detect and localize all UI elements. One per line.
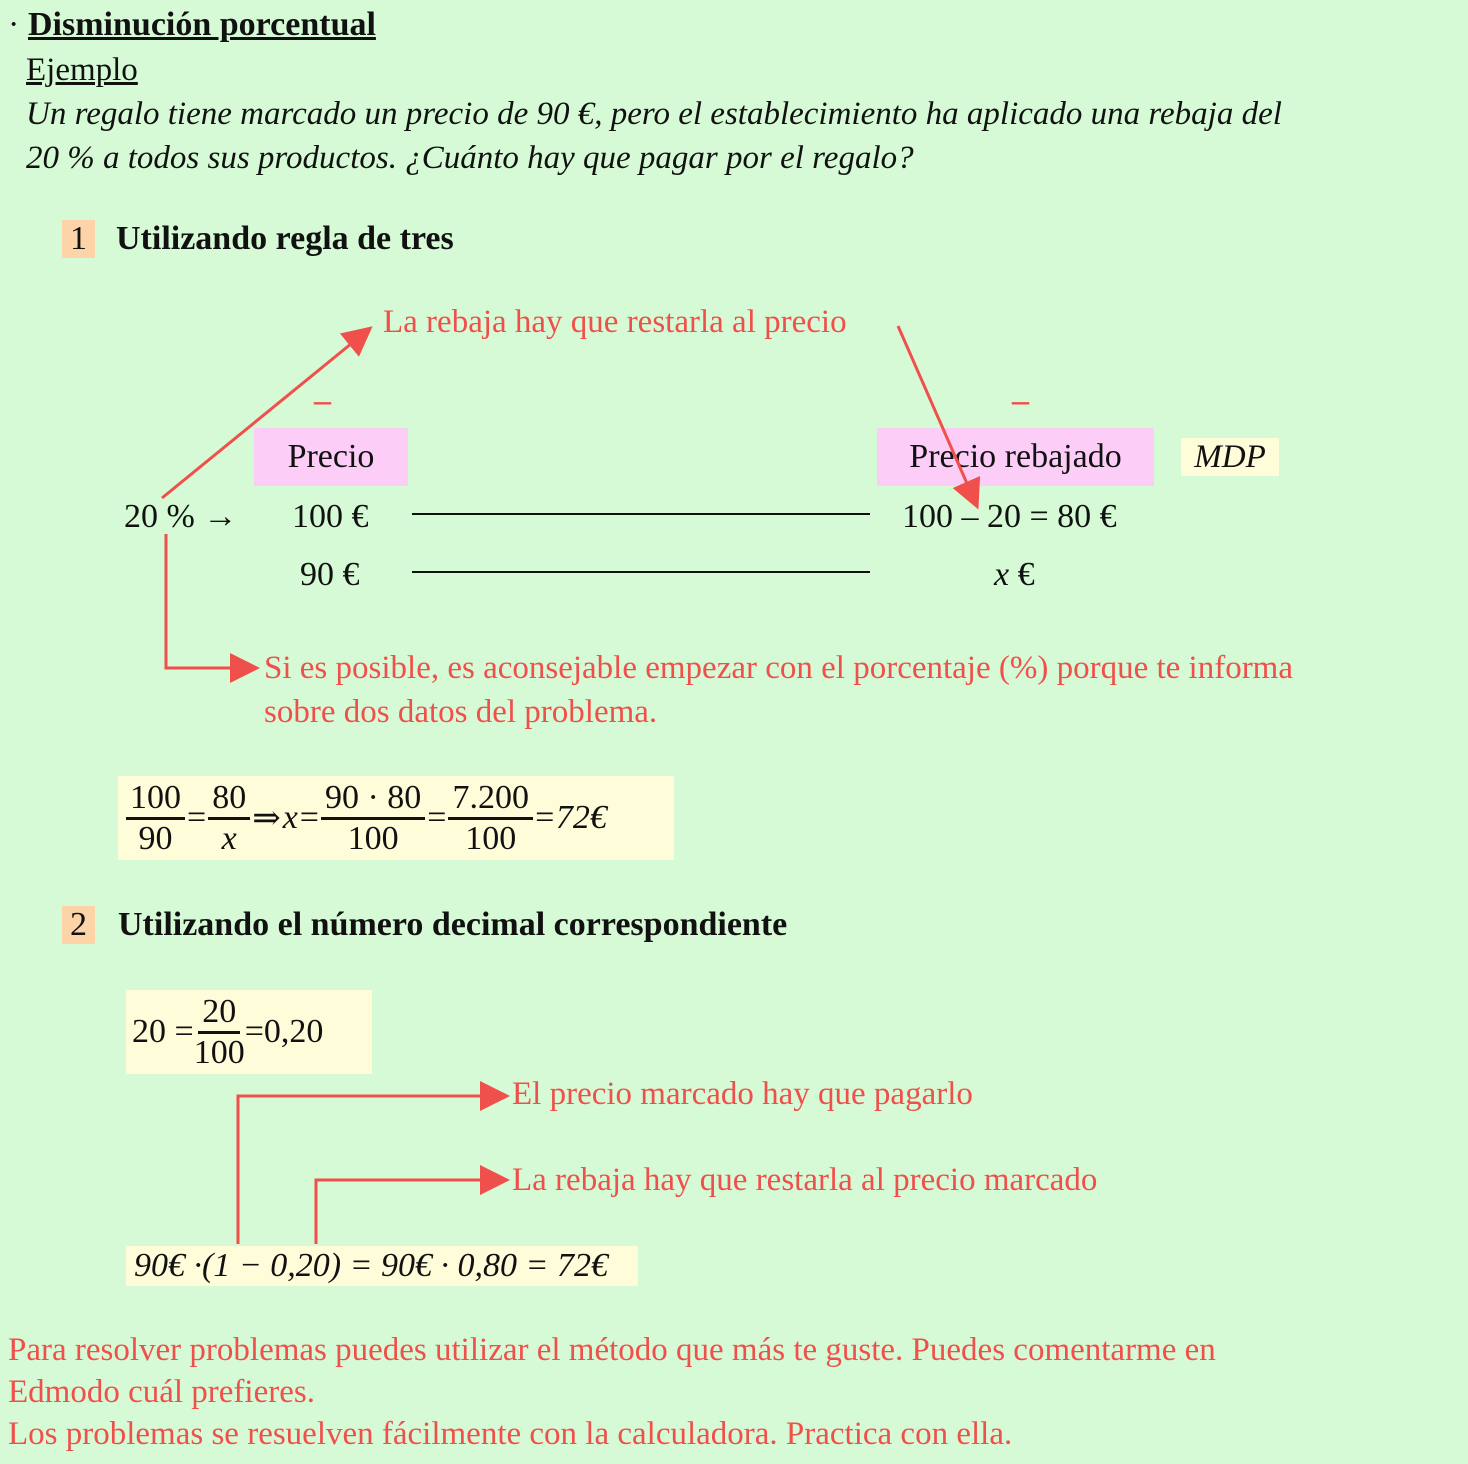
column-header-precio: Precio	[254, 428, 408, 486]
mdp-label: MDP	[1181, 438, 1279, 476]
row-2-unknown	[994, 556, 1035, 594]
row-1-discounted: 100 – 20 = 80 €	[902, 498, 1117, 535]
fraction-90x80-100: $\frac{90 \cdot 80}{100}$	[321, 779, 425, 858]
section-2-number: 2	[62, 906, 95, 944]
row-2-price: 90 €	[300, 556, 360, 593]
example-label: Ejemplo	[26, 52, 138, 88]
note-pay-marked-price: El precio marcado hay que pagarlo	[512, 1076, 973, 1112]
proportion-equation: $\frac{100}{90}$ = $\frac{80}{x}$ ⇒ x = $\frac{90 \cdot 80}{100}$ = $\frac{7.200}{100}$ =72€	[118, 776, 674, 860]
arrow-to-discount-note	[316, 1180, 504, 1244]
footer-line-2: Edmodo cuál prefieres.	[8, 1374, 315, 1410]
arrow-to-pay-note	[238, 1096, 504, 1244]
bullet: ·	[8, 6, 20, 43]
footer-line-3: Los problemas se resuelven fácilmente con la calculadora. Practica con ella.	[8, 1416, 1013, 1452]
fraction-100-90: $\frac{100}{90}$	[126, 779, 185, 858]
arrow-to-percent-note	[166, 534, 254, 668]
decimal-conversion: 20 = $\frac{20}{100}$ =0,20	[126, 990, 372, 1074]
section-2-heading: Utilizando el número decimal correspondiente	[118, 906, 788, 943]
note-subtract-discount: La rebaja hay que restarla al precio	[383, 304, 847, 340]
section-1-heading: Utilizando regla de tres	[116, 220, 454, 257]
equation-result: =72€	[532, 799, 607, 836]
note-subtract-discount-marked: La rebaja hay que restarla al precio marcado	[512, 1162, 1098, 1198]
final-equation: 90€ ·(1 − 0,20) = 90€ · 0,80 = 72€	[126, 1246, 638, 1286]
row-2-line	[412, 571, 870, 573]
problem-line-2: 20 % a todos sus productos. ¿Cuánto hay que pagar por el regalo?	[26, 140, 914, 176]
row-1-price: 100 €	[292, 498, 369, 535]
minus-sign-left: –	[314, 382, 331, 419]
percent-label: 20 % →	[124, 498, 238, 535]
page-title: Disminución porcentual	[28, 6, 376, 43]
footer-line-1: Para resolver problemas puedes utilizar el método que más te guste. Puedes comentarme en	[8, 1332, 1216, 1368]
minus-sign-right: –	[1012, 382, 1029, 419]
variable-x: x	[994, 556, 1010, 593]
row-1-line	[412, 513, 870, 515]
column-header-precio-rebajado: Precio rebajado	[877, 428, 1154, 486]
note-start-with-percent-1: Si es posible, es aconsejable empezar con el porcentaje (%) porque te informa	[264, 650, 1293, 686]
note-start-with-percent-2: sobre dos datos del problema.	[264, 694, 658, 730]
problem-line-1: Un regalo tiene marcado un precio de 90 €, pero el establecimiento ha aplicado una rebaja del	[26, 96, 1282, 132]
fraction-20-100: $\frac{20}{100}$	[193, 992, 245, 1071]
fraction-7200-100: $\frac{7.200}{100}$	[448, 779, 533, 858]
section-1-number: 1	[62, 220, 95, 258]
euro-unit: €	[1009, 556, 1035, 593]
fraction-80-x: $\frac{80}{x}$	[208, 779, 250, 858]
